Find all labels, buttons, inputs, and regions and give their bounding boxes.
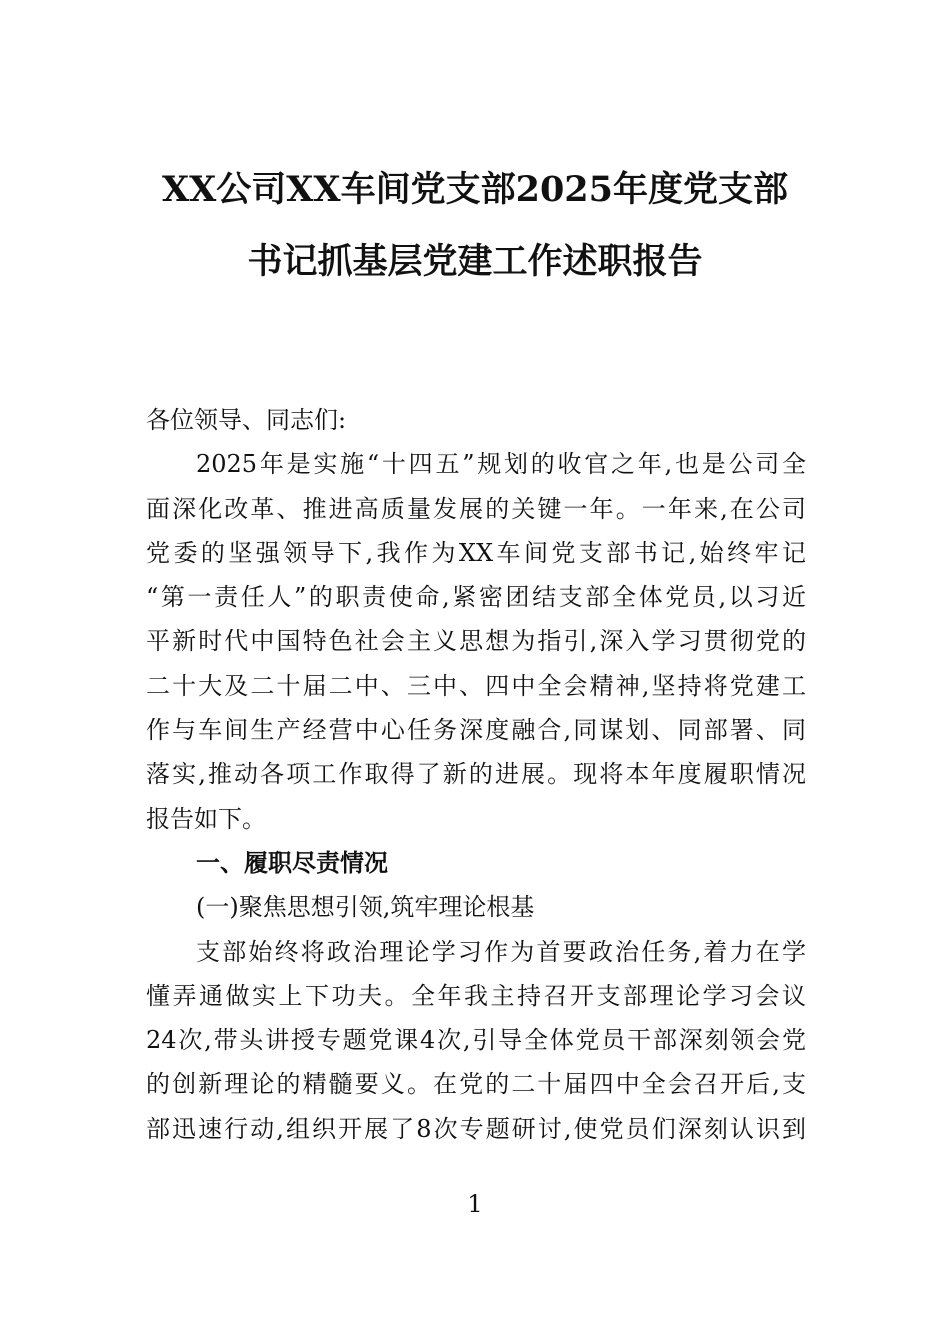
subsection-paragraph	[146, 930, 806, 1151]
paragraph-line: 落实,推动各项工作取得了新的进展。现将本年度履职情况	[146, 760, 806, 789]
paragraph-line: 报告如下。	[146, 804, 266, 833]
intro-paragraph	[146, 442, 806, 841]
page-number: 1	[467, 1190, 483, 1218]
paragraph-line: 党委的坚强领导下,我作为XX车间党支部书记,始终牢记	[146, 538, 806, 567]
paragraph-line: 部迅速行动,组织开展了8次专题研讨,使党员们深刻认识到	[146, 1114, 806, 1143]
document-title-line-1: XX公司XX车间党支部2025年度党支部	[161, 169, 789, 210]
paragraph-line: 面深化改革、推进高质量发展的关键一年。一年来,在公司	[146, 494, 806, 523]
paragraph-line: 2025年是实施“十四五”规划的收官之年,也是公司全	[196, 450, 806, 479]
section-heading: 一、履职尽责情况	[196, 848, 388, 877]
paragraph-line: 支部始终将政治理论学习作为首要政治任务,着力在学	[196, 937, 806, 966]
paragraph-line: 平新时代中国特色社会主义思想为指引,深入学习贯彻党的	[146, 627, 806, 656]
paragraph-line: “第一责任人”的职责使命,紧密团结支部全体党员,以习近	[146, 583, 806, 612]
paragraph-line: 二十大及二十届二中、三中、四中全会精神,坚持将党建工	[146, 671, 806, 700]
document-title-line-2: 书记抓基层党建工作述职报告	[247, 241, 703, 282]
subsection-heading: (一)聚焦思想引领,筑牢理论根基	[196, 893, 535, 922]
paragraph-line: 懂弄通做实上下功夫。全年我主持召开支部理论学习会议	[146, 981, 806, 1010]
paragraph-line: 24次,带头讲授专题党课4次,引导全体党员干部深刻领会党	[146, 1026, 806, 1055]
paragraph-line: 的创新理论的精髓要义。在党的二十届四中全会召开后,支	[146, 1070, 806, 1099]
paragraph-line: 作与车间生产经营中心任务深度融合,同谋划、同部署、同	[146, 716, 806, 745]
salutation: 各位领导、同志们:	[146, 406, 347, 434]
document-body	[146, 398, 806, 1151]
